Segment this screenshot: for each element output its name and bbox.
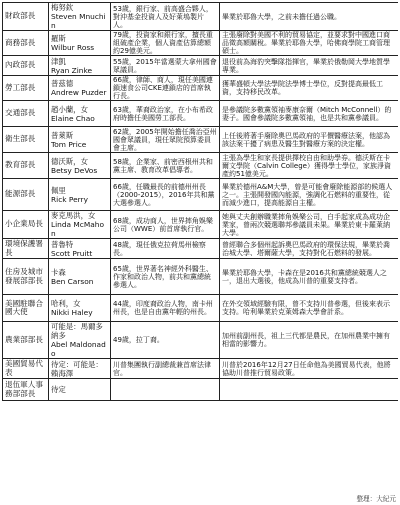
background-cell: 65歲，世界著名神經外科醫生、作家和政治人物，前共和黨總統參選人。 (111, 259, 220, 295)
background-cell: 49歲，拉丁裔。 (111, 322, 220, 359)
background-cell: 58歲，企業家、前密西根州共和黨主席、教育改革倡導者。 (111, 153, 220, 179)
nominee-name-english: Betsy DeVos (51, 165, 98, 175)
nominee-cell (49, 322, 111, 359)
background-cell: 55歲，2015年當選蒙大拿州國會眾議員。 (111, 56, 220, 76)
nominee-name-english: Andrew Puzder (51, 88, 107, 97)
department-cell: 內政部長 (3, 56, 49, 76)
department-cell: 小企業局長 (3, 211, 49, 239)
nominee-name-english: Rick Perry (51, 194, 88, 204)
credit-line: 整理：大紀元 (356, 495, 396, 503)
table-body (3, 3, 399, 401)
nominee-name-chinese: 普魯特 (51, 239, 74, 249)
nominee-name-chinese: 趙小蘭，女 (51, 104, 88, 114)
nominee-name-chinese: 可能是：馬爾多納多 (51, 322, 103, 340)
background-cell: 62歲，2005年開始擔任喬治亞州國會眾議員，現任眾院預算委員會主席。 (111, 127, 220, 153)
background-cell: 68歲，成功商人，世界摔角娛樂公司（WWE）前首席執行官。 (111, 211, 220, 239)
nominee-cell (49, 101, 111, 127)
nominee-name-chinese: 待定 (51, 385, 66, 394)
nominee-name-chinese: 哈利，女 (51, 299, 81, 308)
table-row (3, 127, 399, 153)
nominee-name-english: Ryan Zinke (51, 65, 93, 75)
nominee-cell (49, 379, 111, 401)
department-cell: 能源部長 (3, 179, 49, 211)
department-cell: 農業部部長 (3, 322, 49, 359)
notes-cell: 主張為學生和家長提供擇校自由和助學券。德沃斯在卡爾文學院（Calvin College）獲得學士學位，家族淨資產約51億美元。 (220, 153, 399, 179)
department-cell: 教育部長 (3, 153, 49, 179)
table-row (3, 259, 399, 295)
notes-cell: 她與丈夫創辦職業摔角娛樂公司，白手起家成為成功企業家，曾兩次競選聯邦參議員未果。畢業於東卡羅萊納大學。 (220, 211, 399, 239)
notes-cell: 曾經聯合多個州起訴奧巴馬政府的環保法規，畢業於喬治城大學、塔爾薩大學，支持對化石燃料的發展。 (220, 239, 399, 259)
nominee-name-chinese: 梅努欽 (51, 3, 74, 12)
nominee-name-chinese: 羅斯 (51, 34, 66, 43)
department-cell: 交通部長 (3, 101, 49, 127)
table-row (3, 3, 399, 31)
nominee-cell (49, 56, 111, 76)
nominee-name-english: Steven Mnuchin (51, 12, 106, 30)
background-cell: 48歲，現任俄克拉荷馬州檢察長。 (111, 239, 220, 259)
nominee-name-english: Scott Pruitt (51, 248, 93, 258)
nominee-name-chinese: 津凱 (51, 56, 66, 66)
nominee-name-english: Wilbur Ross (51, 43, 95, 52)
notes-cell: 加州前副州長，祖上三代都是農民，在加州農業中擁有相當的影響力。 (220, 322, 399, 359)
nominee-name-chinese: 佩里 (51, 185, 66, 195)
notes-cell: 畢業於耶魯大學，之前未擔任過公職。 (220, 3, 399, 31)
table-row (3, 179, 399, 211)
department-cell: 衛生部長 (3, 127, 49, 153)
table-row (3, 295, 399, 322)
table-row (3, 322, 399, 359)
table-row (3, 379, 399, 401)
nominee-name-english: Nikki Haley (51, 308, 93, 317)
nominee-name-english: Abel Maldonado (51, 340, 106, 358)
department-cell: 美國貿易代表 (3, 359, 49, 379)
notes-cell: 退役前為海豹突擊隊指揮官，畢業於俄勒岡大學地質學專業。 (220, 56, 399, 76)
notes-cell: 獲華盛頓大學法學院法學博士學位，反對提高最低工資，支持移民改革。 (220, 76, 399, 101)
notes-cell: 在外交領域經驗有限，曾不支持川普參選，但後來表示支持。哈利畢業於克萊姆森大學會計系。 (220, 295, 399, 322)
notes-cell: 上任後將著手廢除奧巴馬政府的平價醫療法案，他認為該法案干擾了病患及醫生對醫療方案的決定權。 (220, 127, 399, 153)
nominee-cell (49, 3, 111, 31)
nominee-cell (49, 127, 111, 153)
notes-cell: 川普於2016年12月27日任命他為美國貿易代表，他將協助川普推行貿易政策。 (220, 359, 399, 379)
background-cell: 44歲，印度裔政治人物，南卡州州長，也是自由黨年輕的州長。 (111, 295, 220, 322)
department-cell: 勞工部長 (3, 76, 49, 101)
nominee-name-chinese: 普茲德 (51, 79, 74, 88)
department-cell: 商務部長 (3, 31, 49, 56)
department-cell: 住房及城市發展部部長 (3, 259, 49, 295)
nominee-cell (49, 295, 111, 322)
background-cell: 66歲，任職最長的前德州州長（2000-2015），2016年共和黨大選參選人。 (111, 179, 220, 211)
nominee-name-chinese: 德沃斯，女 (51, 156, 88, 166)
table-row (3, 359, 399, 379)
notes-cell: 主張廢除對美國不利的貿易協定，並要求對中國進口商品徵高額關稅。畢業於耶魯大學，哈佛商學院工商管理碩士。 (220, 31, 399, 56)
nominee-cell (49, 259, 111, 295)
notes-cell: 畢業於耶魯大學，卡森在是2016共和黨總統競選人之一，退出大選後，他成為川普的重要支持者。 (220, 259, 399, 295)
nominee-name-chinese: 麥克馬洪，女 (51, 211, 96, 220)
nominee-name-english: Linda McMahon (51, 220, 104, 238)
table-row (3, 153, 399, 179)
background-cell: 川普集團執行副總裁兼首席法律官。 (111, 359, 220, 379)
nominee-cell (49, 179, 111, 211)
table-row (3, 101, 399, 127)
notes-cell (220, 379, 399, 401)
nominee-cell (49, 31, 111, 56)
nominee-cell (49, 239, 111, 259)
table-row (3, 239, 399, 259)
cabinet-table-container (2, 2, 398, 489)
background-cell: 53歲，銀行家、前高盛合夥人，對沖基金投資人及好萊塢製片人。 (111, 3, 220, 31)
nominee-name-english: Elaine Chao (51, 113, 95, 123)
background-cell: 66歲，律師、商人，現任美國連鎖速食公司CKE連鎖店的首席執行長。 (111, 76, 220, 101)
nominee-cell (49, 211, 111, 239)
nominee-name-english: Tom Price (51, 139, 87, 149)
department-cell: 美國駐聯合國大使 (3, 295, 49, 322)
table-row (3, 211, 399, 239)
table-row (3, 56, 399, 76)
nominee-cell (49, 76, 111, 101)
nominee-name-chinese: 卡森 (51, 267, 66, 277)
department-cell: 退伍軍人事務部部長 (3, 379, 49, 401)
nominee-name-chinese: 普萊斯 (51, 130, 74, 140)
department-cell: 財政部長 (3, 3, 49, 31)
table-row (3, 31, 399, 56)
cabinet-table (2, 2, 398, 401)
notes-cell: 畢業於德州A&M大學，曾是可能會廢除能源部的候選人之一。主張開發國內能源，強調化石燃料的重要性，從而減少進口，提高能源自主權。 (220, 179, 399, 211)
department-cell: 環境保護署長 (3, 239, 49, 259)
background-cell: 79歲，投資家和銀行家，擅長重組破產企業，個人資產估算總額約29億美元。 (111, 31, 220, 56)
table-row (3, 76, 399, 101)
background-cell (111, 379, 220, 401)
nominee-cell (49, 153, 111, 179)
nominee-cell (49, 359, 111, 379)
notes-cell: 是參議院多數黨領袖麥康奈爾（Mitch McConnell）的妻子。國會參議院多數黨領袖，也是共和黨參議員。 (220, 101, 399, 127)
nominee-name-chinese: 待定：可能是：賴海澤 (51, 359, 103, 378)
nominee-name-english: Ben Carson (51, 276, 94, 286)
background-cell: 63歲，華裔政治家，在小布希政府時擔任美國勞工部長。 (111, 101, 220, 127)
